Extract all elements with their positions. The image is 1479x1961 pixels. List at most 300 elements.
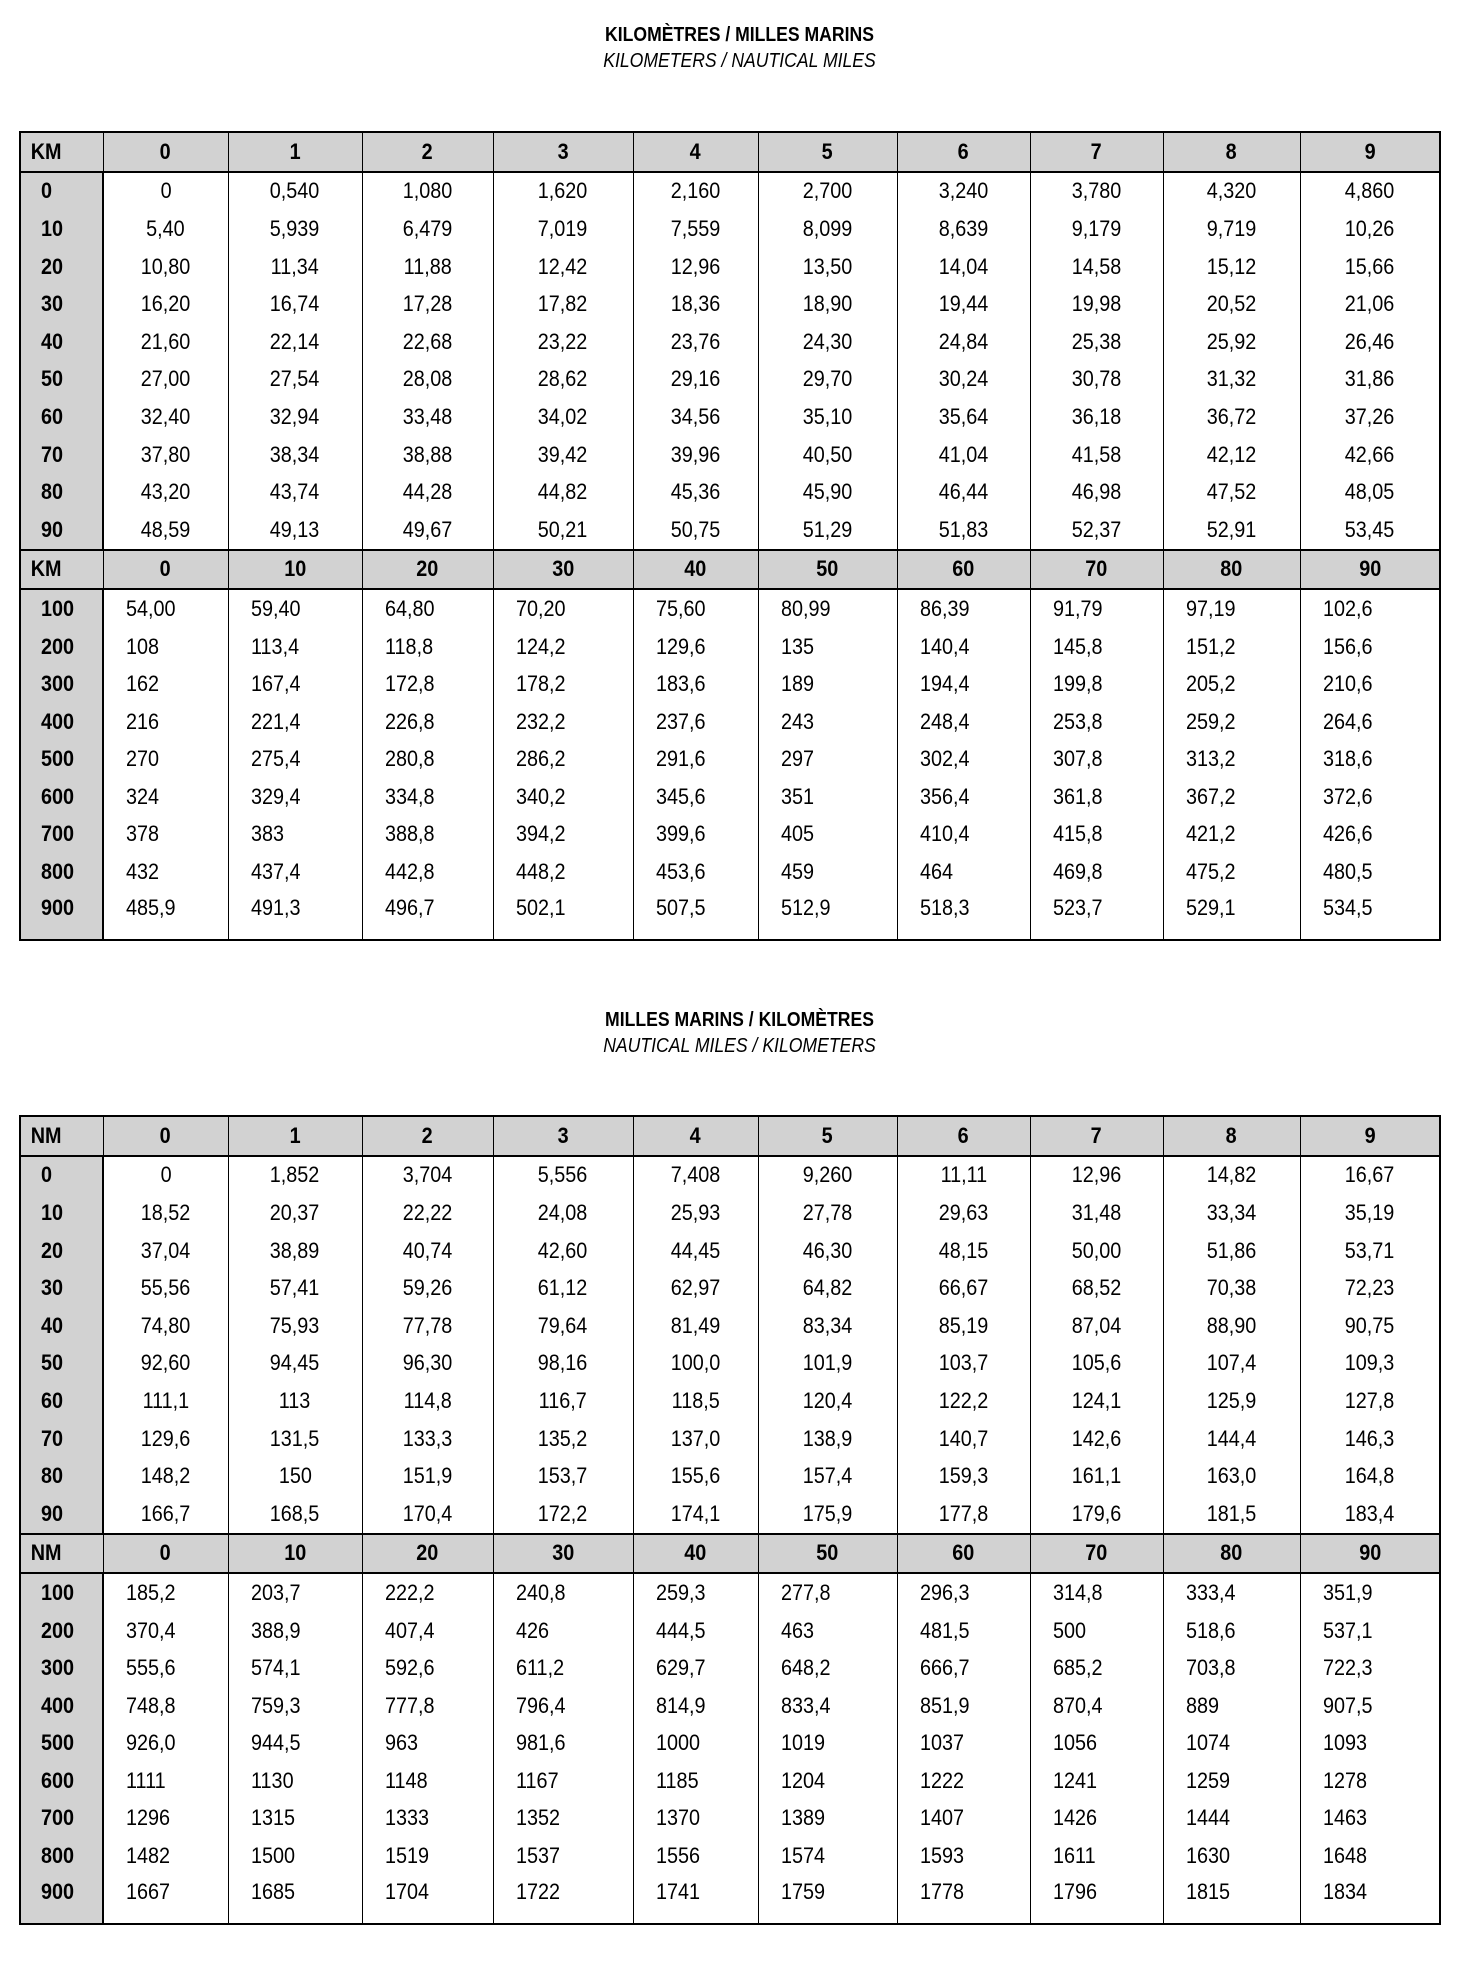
- table-cell-text: 1204: [780, 1767, 825, 1793]
- table-cell-text: 388,8: [384, 821, 435, 847]
- table-cell: [1030, 589, 1163, 628]
- row-header: [20, 473, 103, 511]
- table-cell: [897, 853, 1030, 891]
- table-cell: [1300, 1420, 1440, 1458]
- table-cell: [1030, 1307, 1163, 1345]
- table-cell: [228, 703, 362, 741]
- table-cell: [897, 1457, 1030, 1495]
- column-header-text: 60: [952, 556, 975, 582]
- row-header: [20, 1800, 103, 1838]
- table-cell: [1300, 1687, 1440, 1725]
- table-cell: [493, 1649, 633, 1687]
- table-cell: [897, 891, 1030, 940]
- table-cell-text: 41,58: [1071, 441, 1122, 467]
- row-header-text: 100: [41, 1579, 75, 1605]
- table-cell: [103, 1269, 228, 1307]
- table-cell-text: 55,56: [140, 1275, 191, 1301]
- row-header-text: 20: [41, 1237, 64, 1263]
- table-cell: [1163, 665, 1300, 703]
- table-cell: [1163, 853, 1300, 891]
- table-cell: [1163, 1762, 1300, 1800]
- table-cell: [103, 1382, 228, 1420]
- table-cell: [758, 285, 897, 323]
- table-cell: [103, 1725, 228, 1763]
- table-cell-text: 23,76: [670, 328, 721, 354]
- table-cell: [1300, 816, 1440, 854]
- table-cell-text: 159,3: [938, 1463, 989, 1489]
- table-cell-text: 1463: [1322, 1805, 1367, 1831]
- table-cell-text: 432: [126, 859, 160, 885]
- row-header-text: 500: [41, 746, 75, 772]
- table-row: [20, 778, 1440, 816]
- table-cell-text: 1389: [780, 1805, 825, 1831]
- header-row: [20, 550, 1440, 590]
- table-cell-text: 127,8: [1344, 1387, 1395, 1413]
- table-cell-text: 77,78: [402, 1312, 453, 1338]
- table-cell: [633, 1800, 758, 1838]
- table-cell: [1163, 210, 1300, 248]
- table-cell-text: 50,00: [1071, 1237, 1122, 1263]
- table-cell-text: 334,8: [384, 783, 435, 809]
- table-cell: [633, 1156, 758, 1195]
- table-cell: [758, 665, 897, 703]
- column-header: [633, 132, 758, 172]
- column-header-text: 20: [416, 1540, 439, 1566]
- table-cell: [1030, 891, 1163, 940]
- table-cell-text: 277,8: [780, 1579, 831, 1605]
- table-cell: [897, 1495, 1030, 1534]
- table-cell-text: 907,5: [1322, 1692, 1373, 1718]
- table-cell-text: 24,30: [802, 328, 853, 354]
- table-cell: [1300, 1649, 1440, 1687]
- table-cell: [758, 1269, 897, 1307]
- table-cell: [1163, 1687, 1300, 1725]
- column-header-text: 0: [159, 1540, 172, 1566]
- row-header-text: 200: [41, 633, 75, 659]
- table-cell-text: 11,88: [403, 253, 452, 279]
- table-cell: [1030, 172, 1163, 211]
- table-cell-text: 45,36: [670, 479, 721, 505]
- table-cell: [1300, 172, 1440, 211]
- table-cell-text: 222,2: [384, 1579, 435, 1605]
- table-cell-text: 491,3: [250, 894, 301, 920]
- table-cell-text: 175,9: [802, 1500, 853, 1526]
- column-header-text: 80: [1220, 556, 1243, 582]
- table-cell-text: 29,63: [938, 1199, 989, 1225]
- table-cell: [758, 1232, 897, 1270]
- table-cell: [228, 172, 362, 211]
- table-cell-text: 534,5: [1322, 894, 1373, 920]
- table-cell-text: 7,408: [670, 1162, 721, 1188]
- table-cell-text: 1074: [1185, 1730, 1230, 1756]
- table-cell-text: 54,00: [126, 595, 176, 621]
- row-header-text: 10: [41, 1199, 64, 1225]
- table-row: [20, 285, 1440, 323]
- table-cell-text: 7,559: [670, 215, 721, 241]
- header-row: [20, 1534, 1440, 1574]
- table-cell-text: 72,23: [1344, 1275, 1395, 1301]
- table-cell-text: 463: [780, 1617, 814, 1643]
- table-cell: [897, 1307, 1030, 1345]
- table-cell-text: 168,5: [270, 1500, 320, 1526]
- table-cell-text: 555,6: [126, 1655, 176, 1681]
- table-cell-text: 280,8: [384, 746, 435, 772]
- table-cell: [493, 1307, 633, 1345]
- table-cell-text: 161,1: [1071, 1463, 1122, 1489]
- table-cell-text: 253,8: [1052, 708, 1103, 734]
- table-cell-text: 270: [126, 746, 160, 772]
- row-header: [20, 285, 103, 323]
- table-cell: [228, 1156, 362, 1195]
- table-cell-text: 167,4: [250, 671, 301, 697]
- table-cell: [1300, 853, 1440, 891]
- table-cell-text: 1278: [1322, 1767, 1367, 1793]
- table-cell-text: 27,78: [802, 1199, 853, 1225]
- table-cell: [633, 361, 758, 399]
- table-cell-text: 79,64: [538, 1312, 588, 1338]
- table-cell: [758, 172, 897, 211]
- table-cell-text: 37,26: [1344, 403, 1395, 429]
- table-cell-text: 296,3: [919, 1579, 970, 1605]
- row-header-text: 70: [41, 441, 64, 467]
- table-cell: [103, 1649, 228, 1687]
- table-cell-text: 444,5: [655, 1617, 706, 1643]
- table-cell: [1030, 1687, 1163, 1725]
- table-cell-text: 629,7: [655, 1655, 706, 1681]
- column-header: [103, 1534, 228, 1574]
- table-cell: [897, 473, 1030, 511]
- table-cell: [362, 1800, 493, 1838]
- table-cell-text: 91,79: [1052, 595, 1103, 621]
- table-cell: [493, 1495, 633, 1534]
- table-cell: [758, 1837, 897, 1875]
- table-cell: [362, 589, 493, 628]
- table-cell: [1030, 1156, 1163, 1195]
- table-cell-text: 237,6: [655, 708, 706, 734]
- table-cell: [758, 1687, 897, 1725]
- table-row: [20, 1420, 1440, 1458]
- table-cell: [633, 323, 758, 361]
- table-cell-text: 574,1: [250, 1655, 301, 1681]
- table-cell-text: 926,0: [126, 1730, 176, 1756]
- table-cell-text: 103,7: [938, 1350, 989, 1376]
- column-header: [362, 1116, 493, 1156]
- table-cell: [897, 665, 1030, 703]
- table-cell-text: 181,5: [1206, 1500, 1257, 1526]
- row-header: [20, 511, 103, 550]
- table-cell-text: 52,91: [1206, 516, 1257, 542]
- table-cell-text: 31,48: [1071, 1199, 1122, 1225]
- table-cell: [633, 741, 758, 779]
- table-cell: [1163, 1573, 1300, 1612]
- row-header-text: 70: [41, 1425, 64, 1451]
- table-cell-text: 4,320: [1206, 178, 1257, 204]
- table-cell-text: 97,19: [1185, 595, 1236, 621]
- table-cell: [897, 816, 1030, 854]
- table-cell: [103, 778, 228, 816]
- table-cell-text: 96,30: [402, 1350, 453, 1376]
- table-cell-text: 9,179: [1071, 215, 1122, 241]
- table-row: [20, 1875, 1440, 1924]
- table-cell-text: 21,06: [1344, 291, 1395, 317]
- table-cell-text: 30,78: [1071, 366, 1122, 392]
- table-cell: [228, 1232, 362, 1270]
- table-cell: [1030, 1232, 1163, 1270]
- table-row: [20, 473, 1440, 511]
- column-header: [228, 132, 362, 172]
- column-header-text: 0: [159, 1122, 172, 1148]
- table-cell-text: 120,4: [802, 1387, 853, 1413]
- table-cell-text: 1593: [919, 1843, 964, 1869]
- table-cell: [362, 816, 493, 854]
- table-cell: [633, 1495, 758, 1534]
- table-cell-text: 523,7: [1052, 894, 1103, 920]
- row-header: [20, 1495, 103, 1534]
- table-cell: [103, 511, 228, 550]
- table-cell: [103, 323, 228, 361]
- column-header-text: 3: [557, 138, 569, 164]
- table-cell-text: 66,67: [938, 1275, 989, 1301]
- table-cell-text: 351,9: [1322, 1579, 1373, 1605]
- table-cell-text: 51,83: [938, 516, 989, 542]
- table-cell-text: 12,96: [670, 253, 721, 279]
- table-cell-text: 3,780: [1071, 178, 1122, 204]
- table-cell: [103, 1232, 228, 1270]
- table-cell: [758, 816, 897, 854]
- table-cell: [1163, 1649, 1300, 1687]
- table-cell: [228, 323, 362, 361]
- table-cell: [758, 248, 897, 286]
- table-cell: [633, 1573, 758, 1612]
- column-header-text: 6: [957, 138, 970, 164]
- table-cell-text: 407,4: [384, 1617, 435, 1643]
- table-cell: [633, 703, 758, 741]
- table-cell-text: 64,80: [384, 595, 435, 621]
- table-cell: [1163, 361, 1300, 399]
- table-cell: [362, 361, 493, 399]
- table-cell-text: 15,12: [1206, 253, 1257, 279]
- table-cell-text: 351: [780, 783, 814, 809]
- column-header: [633, 1534, 758, 1574]
- table-cell-text: 144,4: [1206, 1425, 1257, 1451]
- table-row: [20, 1345, 1440, 1383]
- table-cell: [103, 1800, 228, 1838]
- table-cell-text: 118,5: [671, 1387, 720, 1413]
- table-cell: [1030, 473, 1163, 511]
- table-cell-text: 3,240: [938, 178, 989, 204]
- table-cell: [228, 1687, 362, 1725]
- table-cell: [633, 285, 758, 323]
- table-cell-text: 170,4: [402, 1500, 453, 1526]
- table-cell-text: 179,6: [1071, 1500, 1122, 1526]
- table-cell-text: 345,6: [655, 783, 706, 809]
- table-cell-text: 448,2: [515, 859, 566, 885]
- table-cell-text: 459: [780, 859, 814, 885]
- table-cell-text: 243: [780, 708, 814, 734]
- unit-label: [20, 132, 103, 172]
- row-header: [20, 1612, 103, 1650]
- table-cell-text: 833,4: [780, 1692, 831, 1718]
- table-cell: [493, 1612, 633, 1650]
- row-header: [20, 1232, 103, 1270]
- table-cell-text: 43,74: [270, 479, 320, 505]
- table-cell: [1030, 1875, 1163, 1924]
- table-row: [20, 1269, 1440, 1307]
- table-cell: [103, 1612, 228, 1650]
- column-header-text: 60: [952, 1540, 975, 1566]
- table-cell-text: 16,67: [1344, 1162, 1395, 1188]
- table-cell: [493, 665, 633, 703]
- table-cell-text: 1333: [384, 1805, 429, 1831]
- table-cell-text: 85,19: [938, 1312, 989, 1338]
- table-cell: [228, 853, 362, 891]
- table-cell-text: 318,6: [1322, 746, 1373, 772]
- row-header-text: 600: [41, 783, 75, 809]
- table-cell: [633, 1612, 758, 1650]
- table-cell-text: 333,4: [1185, 1579, 1236, 1605]
- table-row: [20, 628, 1440, 666]
- table-cell-text: 518,6: [1185, 1617, 1236, 1643]
- column-header: [493, 1116, 633, 1156]
- table-cell-text: 759,3: [250, 1692, 301, 1718]
- table-cell: [633, 891, 758, 940]
- table-cell: [633, 398, 758, 436]
- table-row: [20, 891, 1440, 940]
- row-header-text: 90: [41, 516, 64, 542]
- column-header: [228, 550, 362, 590]
- table-cell-text: 399,6: [655, 821, 706, 847]
- table-cell-text: 1111: [126, 1767, 166, 1793]
- table-cell-text: 1704: [384, 1878, 429, 1904]
- row-header-text: 400: [41, 708, 75, 734]
- table-cell-text: 48,15: [938, 1237, 989, 1263]
- table-cell-text: 13,50: [802, 253, 853, 279]
- table-cell: [1030, 1194, 1163, 1232]
- table-cell-text: 20,52: [1206, 291, 1257, 317]
- nm-table-title: [0, 1007, 1479, 1059]
- table-cell: [897, 285, 1030, 323]
- table-cell: [228, 1612, 362, 1650]
- table-cell: [1163, 1457, 1300, 1495]
- table-cell: [758, 323, 897, 361]
- table-cell: [1030, 436, 1163, 474]
- table-cell: [1163, 589, 1300, 628]
- table-cell: [228, 248, 362, 286]
- table-cell-text: 367,2: [1185, 783, 1236, 809]
- table-cell: [1030, 285, 1163, 323]
- table-cell: [1300, 741, 1440, 779]
- table-cell: [103, 1194, 228, 1232]
- table-cell-text: 23,22: [538, 328, 588, 354]
- table-cell: [1300, 1307, 1440, 1345]
- table-cell: [362, 1762, 493, 1800]
- table-cell-text: 1167: [515, 1767, 559, 1793]
- table-cell-text: 1185: [655, 1767, 699, 1793]
- table-cell: [1030, 398, 1163, 436]
- table-cell: [897, 1837, 1030, 1875]
- table-cell: [1163, 1612, 1300, 1650]
- table-cell: [633, 172, 758, 211]
- table-cell: [1163, 248, 1300, 286]
- table-cell: [1163, 741, 1300, 779]
- table-row: [20, 1194, 1440, 1232]
- nm-to-km-table: [19, 1115, 1441, 1925]
- table-cell-text: 25,93: [670, 1199, 721, 1225]
- column-header-text: 6: [957, 1122, 970, 1148]
- column-header: [103, 550, 228, 590]
- table-row: [20, 398, 1440, 436]
- table-cell-text: 41,04: [938, 441, 989, 467]
- table-cell: [103, 398, 228, 436]
- table-cell-text: 142,6: [1071, 1425, 1122, 1451]
- table-cell-text: 666,7: [919, 1655, 970, 1681]
- header-row: [20, 132, 1440, 172]
- table-row: [20, 1649, 1440, 1687]
- table-cell-text: 151,9: [402, 1463, 453, 1489]
- table-cell-text: 205,2: [1185, 671, 1236, 697]
- table-cell: [758, 1612, 897, 1650]
- table-cell: [897, 1194, 1030, 1232]
- table-cell: [1300, 1232, 1440, 1270]
- table-cell-text: 361,8: [1052, 783, 1103, 809]
- table-cell-text: 19,44: [938, 291, 989, 317]
- table-cell: [758, 1495, 897, 1534]
- table-cell-text: 29,16: [670, 366, 721, 392]
- table-cell: [228, 891, 362, 940]
- table-cell: [758, 628, 897, 666]
- table-cell-text: 1426: [1052, 1805, 1097, 1831]
- table-cell-text: 485,9: [126, 894, 176, 920]
- table-cell: [633, 853, 758, 891]
- table-cell-text: 275,4: [250, 746, 301, 772]
- row-header: [20, 398, 103, 436]
- table-cell: [362, 1194, 493, 1232]
- table-cell-text: 125,9: [1206, 1387, 1257, 1413]
- table-cell-text: 70,20: [515, 595, 566, 621]
- table-cell: [362, 1382, 493, 1420]
- table-cell: [103, 248, 228, 286]
- table-row: [20, 1687, 1440, 1725]
- table-cell-text: 172,2: [538, 1500, 588, 1526]
- row-header: [20, 1573, 103, 1612]
- table-cell-text: 370,4: [126, 1617, 176, 1643]
- table-cell: [228, 361, 362, 399]
- table-cell: [228, 1725, 362, 1763]
- table-cell: [897, 323, 1030, 361]
- row-header: [20, 1345, 103, 1383]
- row-header-text: 400: [41, 1692, 75, 1718]
- table-cell: [633, 1649, 758, 1687]
- table-cell-text: 53,71: [1344, 1237, 1395, 1263]
- table-cell-text: 1296: [126, 1805, 171, 1831]
- column-header: [103, 1116, 228, 1156]
- table-cell-text: 183,6: [655, 671, 706, 697]
- table-cell: [103, 210, 228, 248]
- table-cell-text: 59,26: [402, 1275, 453, 1301]
- table-cell-text: 8,099: [802, 215, 853, 241]
- table-cell: [897, 436, 1030, 474]
- table-cell: [228, 285, 362, 323]
- column-header-text: 9: [1364, 1122, 1376, 1148]
- table-cell: [758, 1194, 897, 1232]
- table-cell: [362, 285, 493, 323]
- column-header: [1163, 132, 1300, 172]
- table-cell-text: 21,60: [140, 328, 191, 354]
- table-cell-text: 870,4: [1052, 1692, 1103, 1718]
- table-cell-text: 28,62: [538, 366, 588, 392]
- table-cell: [897, 703, 1030, 741]
- table-cell-text: 107,4: [1206, 1350, 1257, 1376]
